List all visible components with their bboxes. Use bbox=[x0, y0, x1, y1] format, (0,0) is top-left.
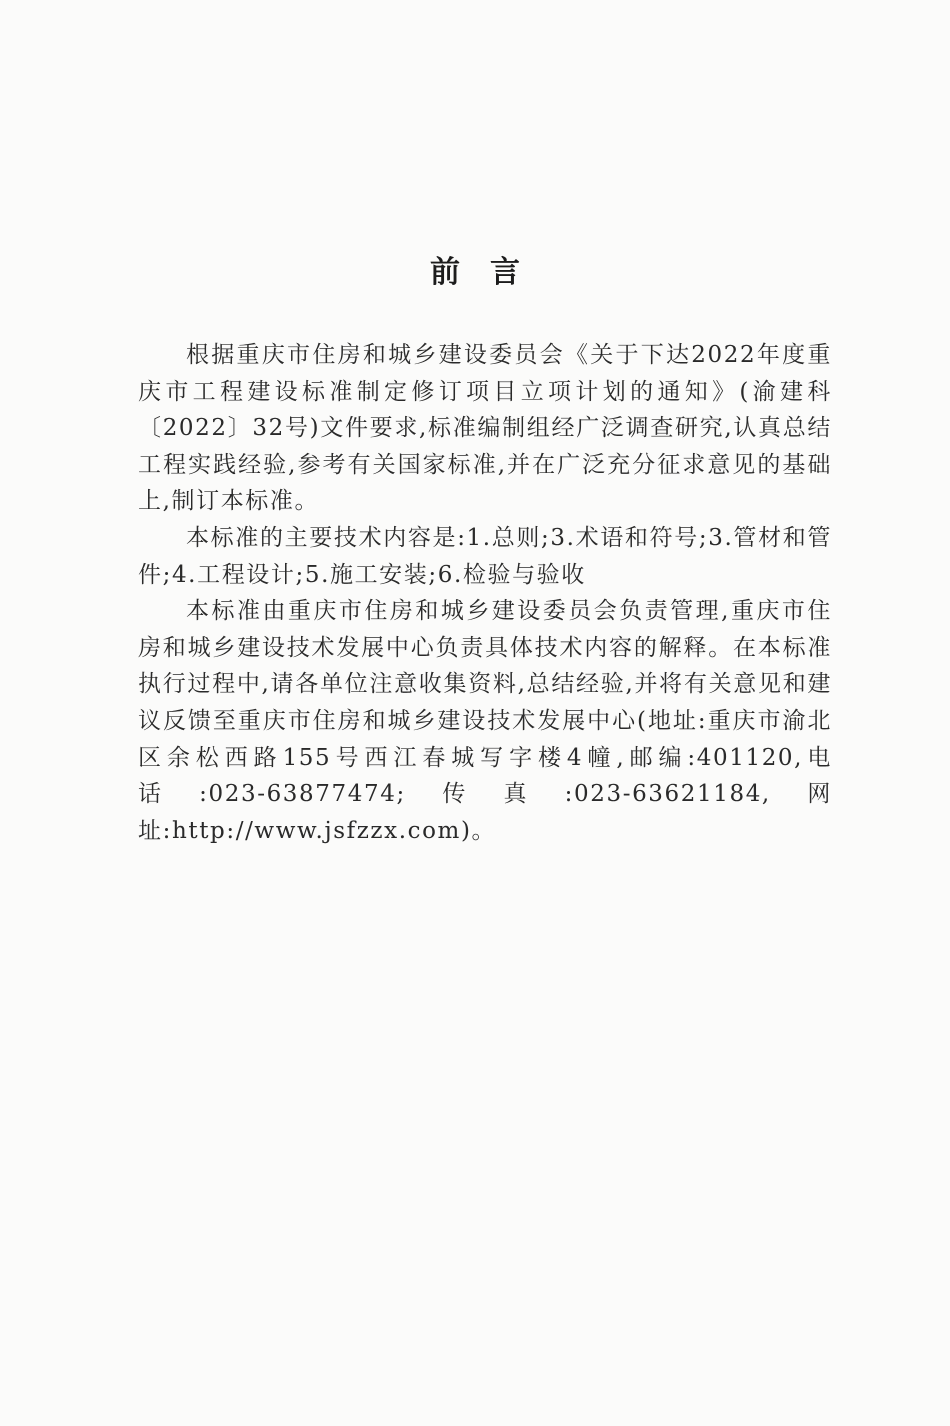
preface-body bbox=[138, 337, 832, 849]
page-title: 前言 bbox=[430, 255, 550, 290]
paragraph-management: 本标准由重庆市住房和城乡建设委员会负责管理,重庆市住房和城乡建设技术发展中心负责具体技术内容的解释。在本标准执行过程中,请各单位注意收集资料,总结经验,并将有关意见和建议反馈至重庆市住房和城乡建设技术发展中心(地址:重庆市渝北区余松西路155号西江春城写字楼4幢,邮编:401120,电话:023-63877474;传真:023-63621184,网址:http://www.jsfzzx.com)。 bbox=[138, 598, 832, 844]
paragraph-contents: 本标准的主要技术内容是:1.总则;3.术语和符号;3.管材和管件;4.工程设计;5.施工安装;6.检验与验收 bbox=[138, 524, 832, 588]
paragraph-basis: 根据重庆市住房和城乡建设委员会《关于下达2022年度重庆市工程建设标准制定修订项目立项计划的通知》(渝建科〔2022〕32号)文件要求,标准编制组经广泛调查研究,认真总结工程实践经验,参考有关国家标准,并在广泛充分征求意见的基础上,制订本标准。 bbox=[138, 342, 832, 515]
